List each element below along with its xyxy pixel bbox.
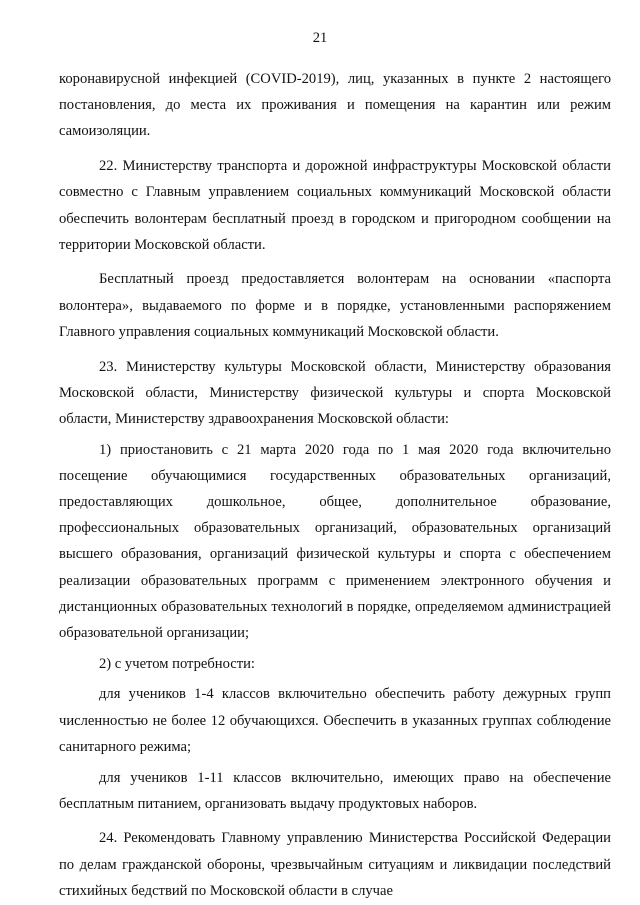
- paragraph-item-23: 23. Министерству культуры Московской области, Министерству образования Московской области, Министерству физической культуры и спорта Московской области, Министерству здравоохранения Московской области:: [59, 358, 611, 427]
- paragraph-grades-1-11: для учеников 1-11 классов включительно, имеющих право на обеспечение бесплатным питанием, организовать выдачу продуктовых наборов.: [59, 769, 611, 812]
- paragraph-subitem-1: 1) приостановить с 21 марта 2020 года по 1 мая 2020 года включительно посещение обучающимися государственных образовательных организаций, предоставляющих дошкольное, общее, дополнительное образование, профессиональных образовательных организаций, образовательных организаций высшего образования, организаций физической культуры и спорта с обеспечением реализации образовательных программ с применением электронного обучения и дистанционных образовательных технологий в порядке, определяемом администрацией образовательной организации;: [59, 441, 611, 642]
- paragraph-grades-1-4: для учеников 1-4 классов включительно обеспечить работу дежурных групп численностью не более 12 обучающихся. Обеспечить в указанных группах соблюдение санитарного режима;: [59, 686, 611, 755]
- document-body: [59, 66, 611, 904]
- paragraph-item-24: 24. Рекомендовать Главному управлению Министерства Российской Федерации по делам гражданской обороны, чрезвычайным ситуациям и ликвидации последствий стихийных бедствий по Московской области в случае: [59, 830, 611, 899]
- paragraph-free-travel: Бесплатный проезд предоставляется волонтерам на основании «паспорта волонтера», выдаваемого по форме и в порядке, установленными распоряжением Главного управления социальных коммуникаций Московской области.: [59, 271, 611, 340]
- paragraph-continuation: коронавирусной инфекцией (COVID-2019), лиц, указанных в пункте 2 настоящего постановления, до места их проживания и помещения на карантин или режим самоизоляции.: [59, 71, 611, 140]
- paragraph-subitem-2: 2) с учетом потребности:: [99, 655, 255, 672]
- paragraph-item-22: 22. Министерству транспорта и дорожной инфраструктуры Московской области совместно с Главным управлением социальных коммуникаций Московской области обеспечить волонтерам бесплатный проезд в городском и пригородном сообщении на территории Московской области.: [59, 158, 611, 253]
- page-number: 21: [312, 30, 328, 46]
